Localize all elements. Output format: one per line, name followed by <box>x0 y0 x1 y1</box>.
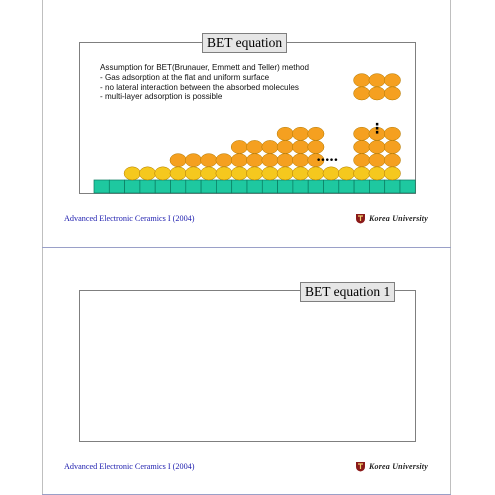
multilayer-molecule <box>231 140 247 153</box>
multilayer-molecule <box>384 74 400 87</box>
multilayer-molecule <box>216 154 232 167</box>
surface-site <box>125 180 140 193</box>
multilayer-molecule <box>384 154 400 167</box>
multilayer-molecule <box>369 154 385 167</box>
surface-site <box>339 180 354 193</box>
multilayer-molecule <box>246 140 262 153</box>
monolayer-molecule <box>139 167 155 180</box>
multilayer-molecule <box>354 127 370 140</box>
monolayer-molecule <box>231 167 247 180</box>
surface-site <box>171 180 186 193</box>
monolayer-molecule <box>292 167 308 180</box>
multilayer-molecule <box>308 127 324 140</box>
monolayer-molecule <box>185 167 201 180</box>
monolayer-molecule <box>354 167 370 180</box>
multilayer-molecule <box>354 87 370 100</box>
multilayer-molecule <box>384 87 400 100</box>
bullet-item: - multi-layer adsorption is possible <box>100 92 223 102</box>
surface-site <box>216 180 231 193</box>
logo-text: Korea University <box>369 214 428 223</box>
slide-2-title: BET equation 1 <box>300 282 395 302</box>
multilayer-molecule <box>292 154 308 167</box>
monolayer-molecule <box>170 167 186 180</box>
vertical-ellipsis: ⋮ <box>370 121 384 137</box>
multilayer-molecule <box>354 154 370 167</box>
multilayer-molecule <box>231 154 247 167</box>
slide-1-title: BET equation <box>202 33 287 53</box>
monolayer-molecule <box>338 167 354 180</box>
surface-site <box>201 180 216 193</box>
bullet-item: - Gas adsorption at the flat and uniform surface <box>100 72 270 82</box>
horizontal-ellipsis: ••••• <box>316 156 338 166</box>
monolayer-molecule <box>124 167 140 180</box>
multilayer-molecule <box>262 154 278 167</box>
university-crest-icon <box>355 461 366 472</box>
surface-site <box>155 180 170 193</box>
surface-site <box>262 180 277 193</box>
multilayer-molecule <box>277 140 293 153</box>
multilayer-molecule <box>384 127 400 140</box>
monolayer-molecule <box>369 167 385 180</box>
multilayer-molecule <box>354 140 370 153</box>
surface-site <box>293 180 308 193</box>
multilayer-molecule <box>185 154 201 167</box>
multilayer-molecule <box>369 140 385 153</box>
multilayer-molecule <box>308 140 324 153</box>
monolayer-molecule <box>155 167 171 180</box>
monolayer-molecule <box>308 167 324 180</box>
surface-site <box>232 180 247 193</box>
surface-site <box>140 180 155 193</box>
multilayer-molecule <box>384 140 400 153</box>
surface-site <box>308 180 323 193</box>
surface-site <box>385 180 400 193</box>
monolayer-molecule <box>323 167 339 180</box>
multilayer-molecule <box>262 140 278 153</box>
surface-site <box>94 180 109 193</box>
surface-site <box>278 180 293 193</box>
slide-2-footer: Advanced Electronic Ceramics I (2004) <box>64 462 195 471</box>
surface-site <box>369 180 384 193</box>
monolayer-molecule <box>216 167 232 180</box>
multilayer-molecule <box>292 127 308 140</box>
multilayer-molecule <box>277 127 293 140</box>
surface-site <box>324 180 339 193</box>
surface-site <box>109 180 124 193</box>
monolayer-molecule <box>246 167 262 180</box>
surface-site <box>186 180 201 193</box>
multilayer-molecule <box>292 140 308 153</box>
multilayer-molecule <box>369 74 385 87</box>
slide-2-logo <box>355 461 428 472</box>
multilayer-molecule <box>277 154 293 167</box>
slide-1-footer: Advanced Electronic Ceramics I (2004) <box>64 214 195 223</box>
bullet-item: - no lateral interaction between the absorbed molecules <box>100 82 299 92</box>
multilayer-molecule <box>354 74 370 87</box>
multilayer-molecule <box>246 154 262 167</box>
monolayer-molecule <box>262 167 278 180</box>
university-crest-icon <box>355 213 366 224</box>
monolayer-molecule <box>384 167 400 180</box>
surface-site <box>247 180 262 193</box>
surface-site <box>354 180 369 193</box>
monolayer-molecule <box>201 167 217 180</box>
logo-text: Korea University <box>369 462 428 471</box>
slide-1-logo <box>355 213 428 224</box>
monolayer-molecule <box>277 167 293 180</box>
multilayer-molecule <box>201 154 217 167</box>
slide-2-content-box <box>79 290 416 442</box>
multilayer-molecule <box>369 87 385 100</box>
surface-site <box>400 180 415 193</box>
bullet-heading: Assumption for BET(Brunauer, Emmett and Teller) method <box>100 63 310 72</box>
multilayer-molecule <box>170 154 186 167</box>
